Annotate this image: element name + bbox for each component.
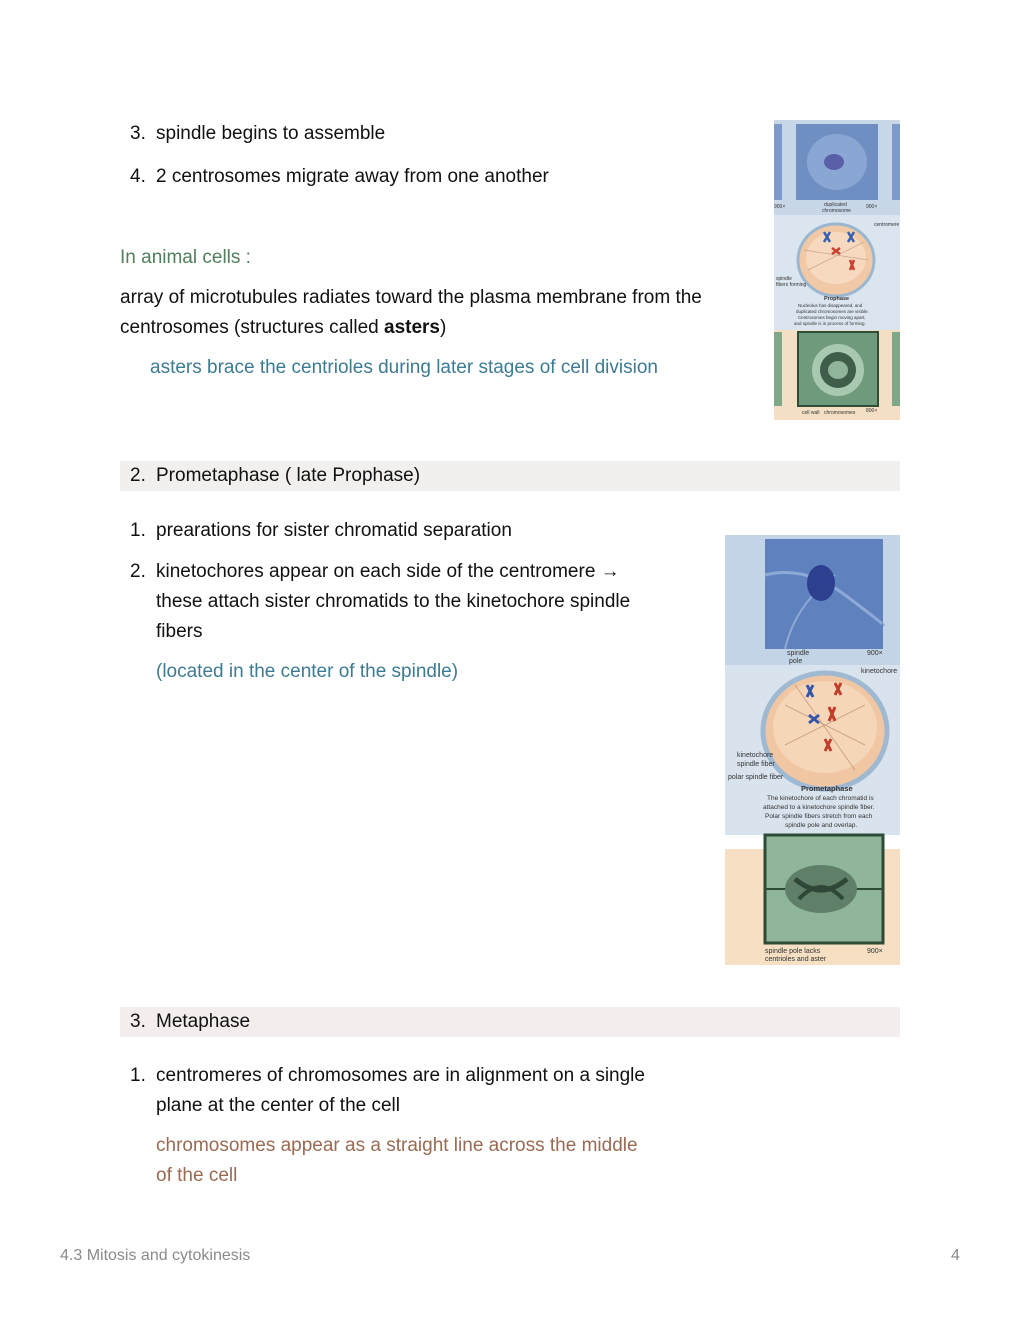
figure-caption: Polar spindle fibers stretch from each bbox=[765, 813, 873, 820]
body-line: array of microtubules radiates toward the plasma membrane from the bbox=[120, 287, 702, 308]
list-number: 1. bbox=[130, 520, 146, 541]
prometaphase-figure bbox=[725, 535, 900, 965]
figure-label: chromosomes bbox=[824, 410, 856, 416]
zoom-label: 800× bbox=[866, 408, 878, 414]
list-item bbox=[120, 1061, 720, 1121]
list-number: 4. bbox=[130, 166, 146, 187]
figure-label: centrioles and aster bbox=[765, 956, 827, 963]
spindle-location-note: (located in the center of the spindle) bbox=[156, 661, 459, 682]
zoom-label: 900× bbox=[774, 204, 786, 210]
figure-label: spindle bbox=[787, 650, 810, 657]
animal-cells-body bbox=[120, 283, 702, 343]
figure-label: kinetochore bbox=[737, 752, 774, 759]
list-text: prearations for sister chromatid separation bbox=[156, 520, 512, 541]
section-heading-metaphase bbox=[120, 1007, 900, 1037]
note-line: chromosomes appear as a straight line across the middle bbox=[156, 1135, 638, 1156]
animal-cells-heading: In animal cells : bbox=[120, 247, 251, 268]
section-title: Metaphase bbox=[156, 1011, 251, 1032]
list-item bbox=[120, 557, 680, 647]
metaphase-note bbox=[156, 1131, 638, 1191]
list-text: 2 centrosomes migrate away from one another bbox=[156, 166, 549, 187]
figure-title: Prometaphase bbox=[801, 784, 853, 793]
figure-label: kinetochore bbox=[861, 668, 898, 675]
figure-label: pole bbox=[789, 658, 803, 665]
figure-label: centromere bbox=[874, 222, 900, 228]
section-number: 3. bbox=[130, 1011, 146, 1032]
list-text: spindle begins to assemble bbox=[156, 123, 386, 144]
figure-label: polar spindle fiber bbox=[728, 774, 784, 781]
figure-label: spindle pole lacks bbox=[765, 948, 821, 955]
list-number: 3. bbox=[130, 123, 146, 144]
figure-label: cell wall bbox=[802, 410, 820, 416]
figure-caption: Nucleolus has disappeared, and bbox=[798, 303, 863, 308]
figure-caption: spindle pole and overlap. bbox=[785, 822, 858, 829]
figure-caption: attached to a kinetochore spindle fiber. bbox=[763, 804, 875, 811]
figure-label: spindle bbox=[776, 276, 792, 282]
figure-caption: Centrosomes begin moving apart, bbox=[798, 315, 866, 320]
list-text-line: kinetochores appear on each side of the centromere → bbox=[156, 561, 620, 582]
figure-label: fibers forming bbox=[776, 282, 807, 288]
list-text-line: centromeres of chromosomes are in alignment on a single bbox=[156, 1065, 645, 1086]
figure-label: chromosome bbox=[822, 208, 851, 214]
list-text-line: plane at the center of the cell bbox=[156, 1095, 400, 1116]
figure-caption: duplicated chromosomes are visible. bbox=[796, 309, 869, 314]
page-number: 4 bbox=[951, 1247, 960, 1264]
section-title: Prometaphase ( late Prophase) bbox=[156, 465, 421, 486]
list-number: 1. bbox=[130, 1065, 146, 1086]
figure-label: spindle fiber bbox=[737, 761, 775, 768]
list-text-line: these attach sister chromatids to the kinetochore spindle bbox=[156, 591, 631, 612]
asters-term: asters bbox=[384, 317, 440, 338]
zoom-label: 900× bbox=[866, 204, 878, 210]
list-text-line: fibers bbox=[156, 621, 203, 642]
figure-title: Prophase bbox=[824, 296, 850, 302]
zoom-label: 900× bbox=[867, 650, 883, 657]
body-line: centrosomes (structures called asters) bbox=[120, 317, 447, 338]
figure-caption: The kinetochore of each chromatid is bbox=[767, 795, 874, 802]
figure-label: duplicated bbox=[824, 202, 847, 208]
footer-title: 4.3 Mitosis and cytokinesis bbox=[60, 1247, 251, 1264]
asters-note: asters brace the centrioles during later stages of cell division bbox=[150, 357, 658, 378]
list-number: 2. bbox=[130, 561, 146, 582]
section-number: 2. bbox=[130, 465, 146, 486]
note-line: of the cell bbox=[156, 1165, 238, 1186]
zoom-label: 900× bbox=[867, 948, 883, 955]
section-heading-prometaphase bbox=[120, 461, 900, 491]
figure-caption: and spindle is in process of forming. bbox=[794, 321, 866, 326]
prophase-figure bbox=[774, 120, 900, 420]
